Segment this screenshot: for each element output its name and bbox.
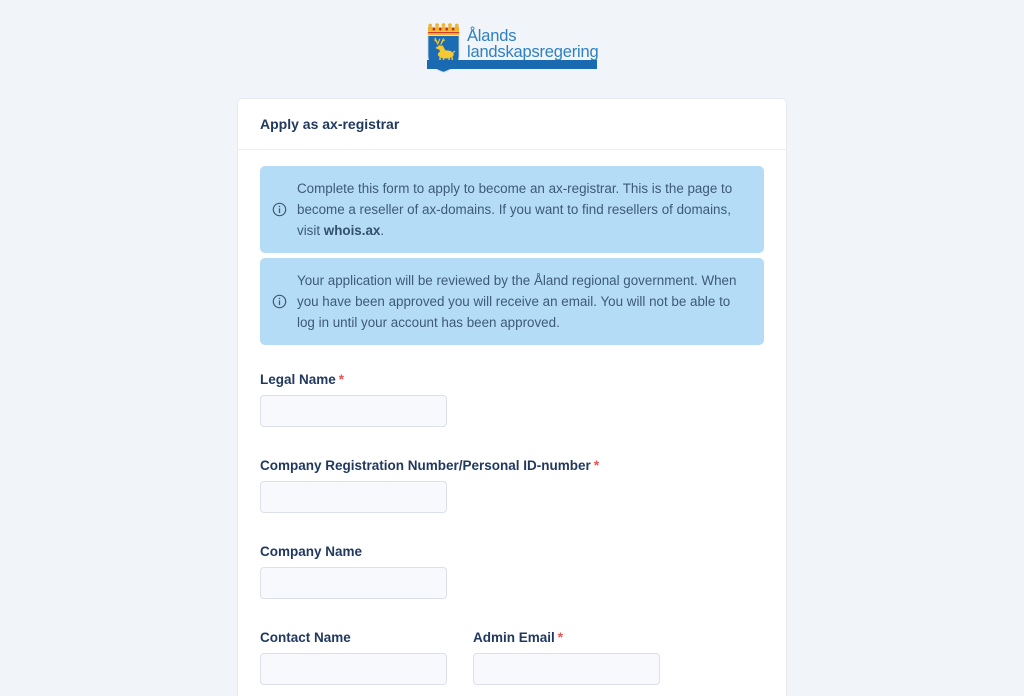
- card-title: Apply as ax-registrar: [238, 99, 786, 150]
- alands-landskapsregering-logo[interactable]: [427, 22, 597, 69]
- info-alert-registrar-text: Complete this form to apply to become an ax-registrar. This is the page to become a reseller of ax-domains. If you want to find resellers of domains, visit whois.ax.: [297, 181, 733, 238]
- whois-ax-text: whois.ax: [323, 223, 381, 238]
- required-asterisk: *: [557, 630, 564, 645]
- info-alert-review-text: Your application will be reviewed by the Åland regional government. When you have been approved you will receive an email. You will not be able to log in until your account has been approved.: [297, 273, 737, 330]
- info-alert-registrar: [260, 166, 764, 253]
- company-registration-label: Company Registration Number/Personal ID-number *: [260, 458, 600, 473]
- logo-underline-bar: [427, 60, 597, 69]
- card-body: [238, 150, 786, 696]
- form-row-contact-admin: [260, 630, 764, 696]
- legal-name-input[interactable]: [260, 395, 447, 427]
- legal-name-label: Legal Name *: [260, 372, 345, 387]
- company-name-label: Company Name: [260, 544, 363, 559]
- form-group-company-name: [260, 544, 764, 599]
- logo-line2: landskapsregering: [467, 42, 599, 61]
- company-registration-input[interactable]: [260, 481, 447, 513]
- contact-name-input[interactable]: [260, 653, 447, 685]
- company-name-input[interactable]: [260, 567, 447, 599]
- apply-registrar-card: [237, 98, 787, 696]
- required-asterisk: *: [338, 372, 345, 387]
- form-group-admin-email: [473, 630, 686, 685]
- logo-line1: Ålands: [467, 27, 517, 45]
- form-group-legal-name: [260, 372, 764, 427]
- info-icon: [272, 202, 287, 217]
- registrar-application-form: [260, 372, 764, 696]
- admin-email-label: Admin Email *: [473, 630, 564, 645]
- form-group-contact-name: [260, 630, 473, 685]
- header-logo-row: [0, 0, 1024, 69]
- logo-wordmark: [467, 29, 598, 60]
- required-asterisk: *: [593, 458, 600, 473]
- info-alert-review: [260, 258, 764, 345]
- form-group-company-registration: [260, 458, 764, 513]
- info-icon: [272, 294, 287, 309]
- contact-name-label: Contact Name: [260, 630, 351, 645]
- admin-email-input[interactable]: [473, 653, 660, 685]
